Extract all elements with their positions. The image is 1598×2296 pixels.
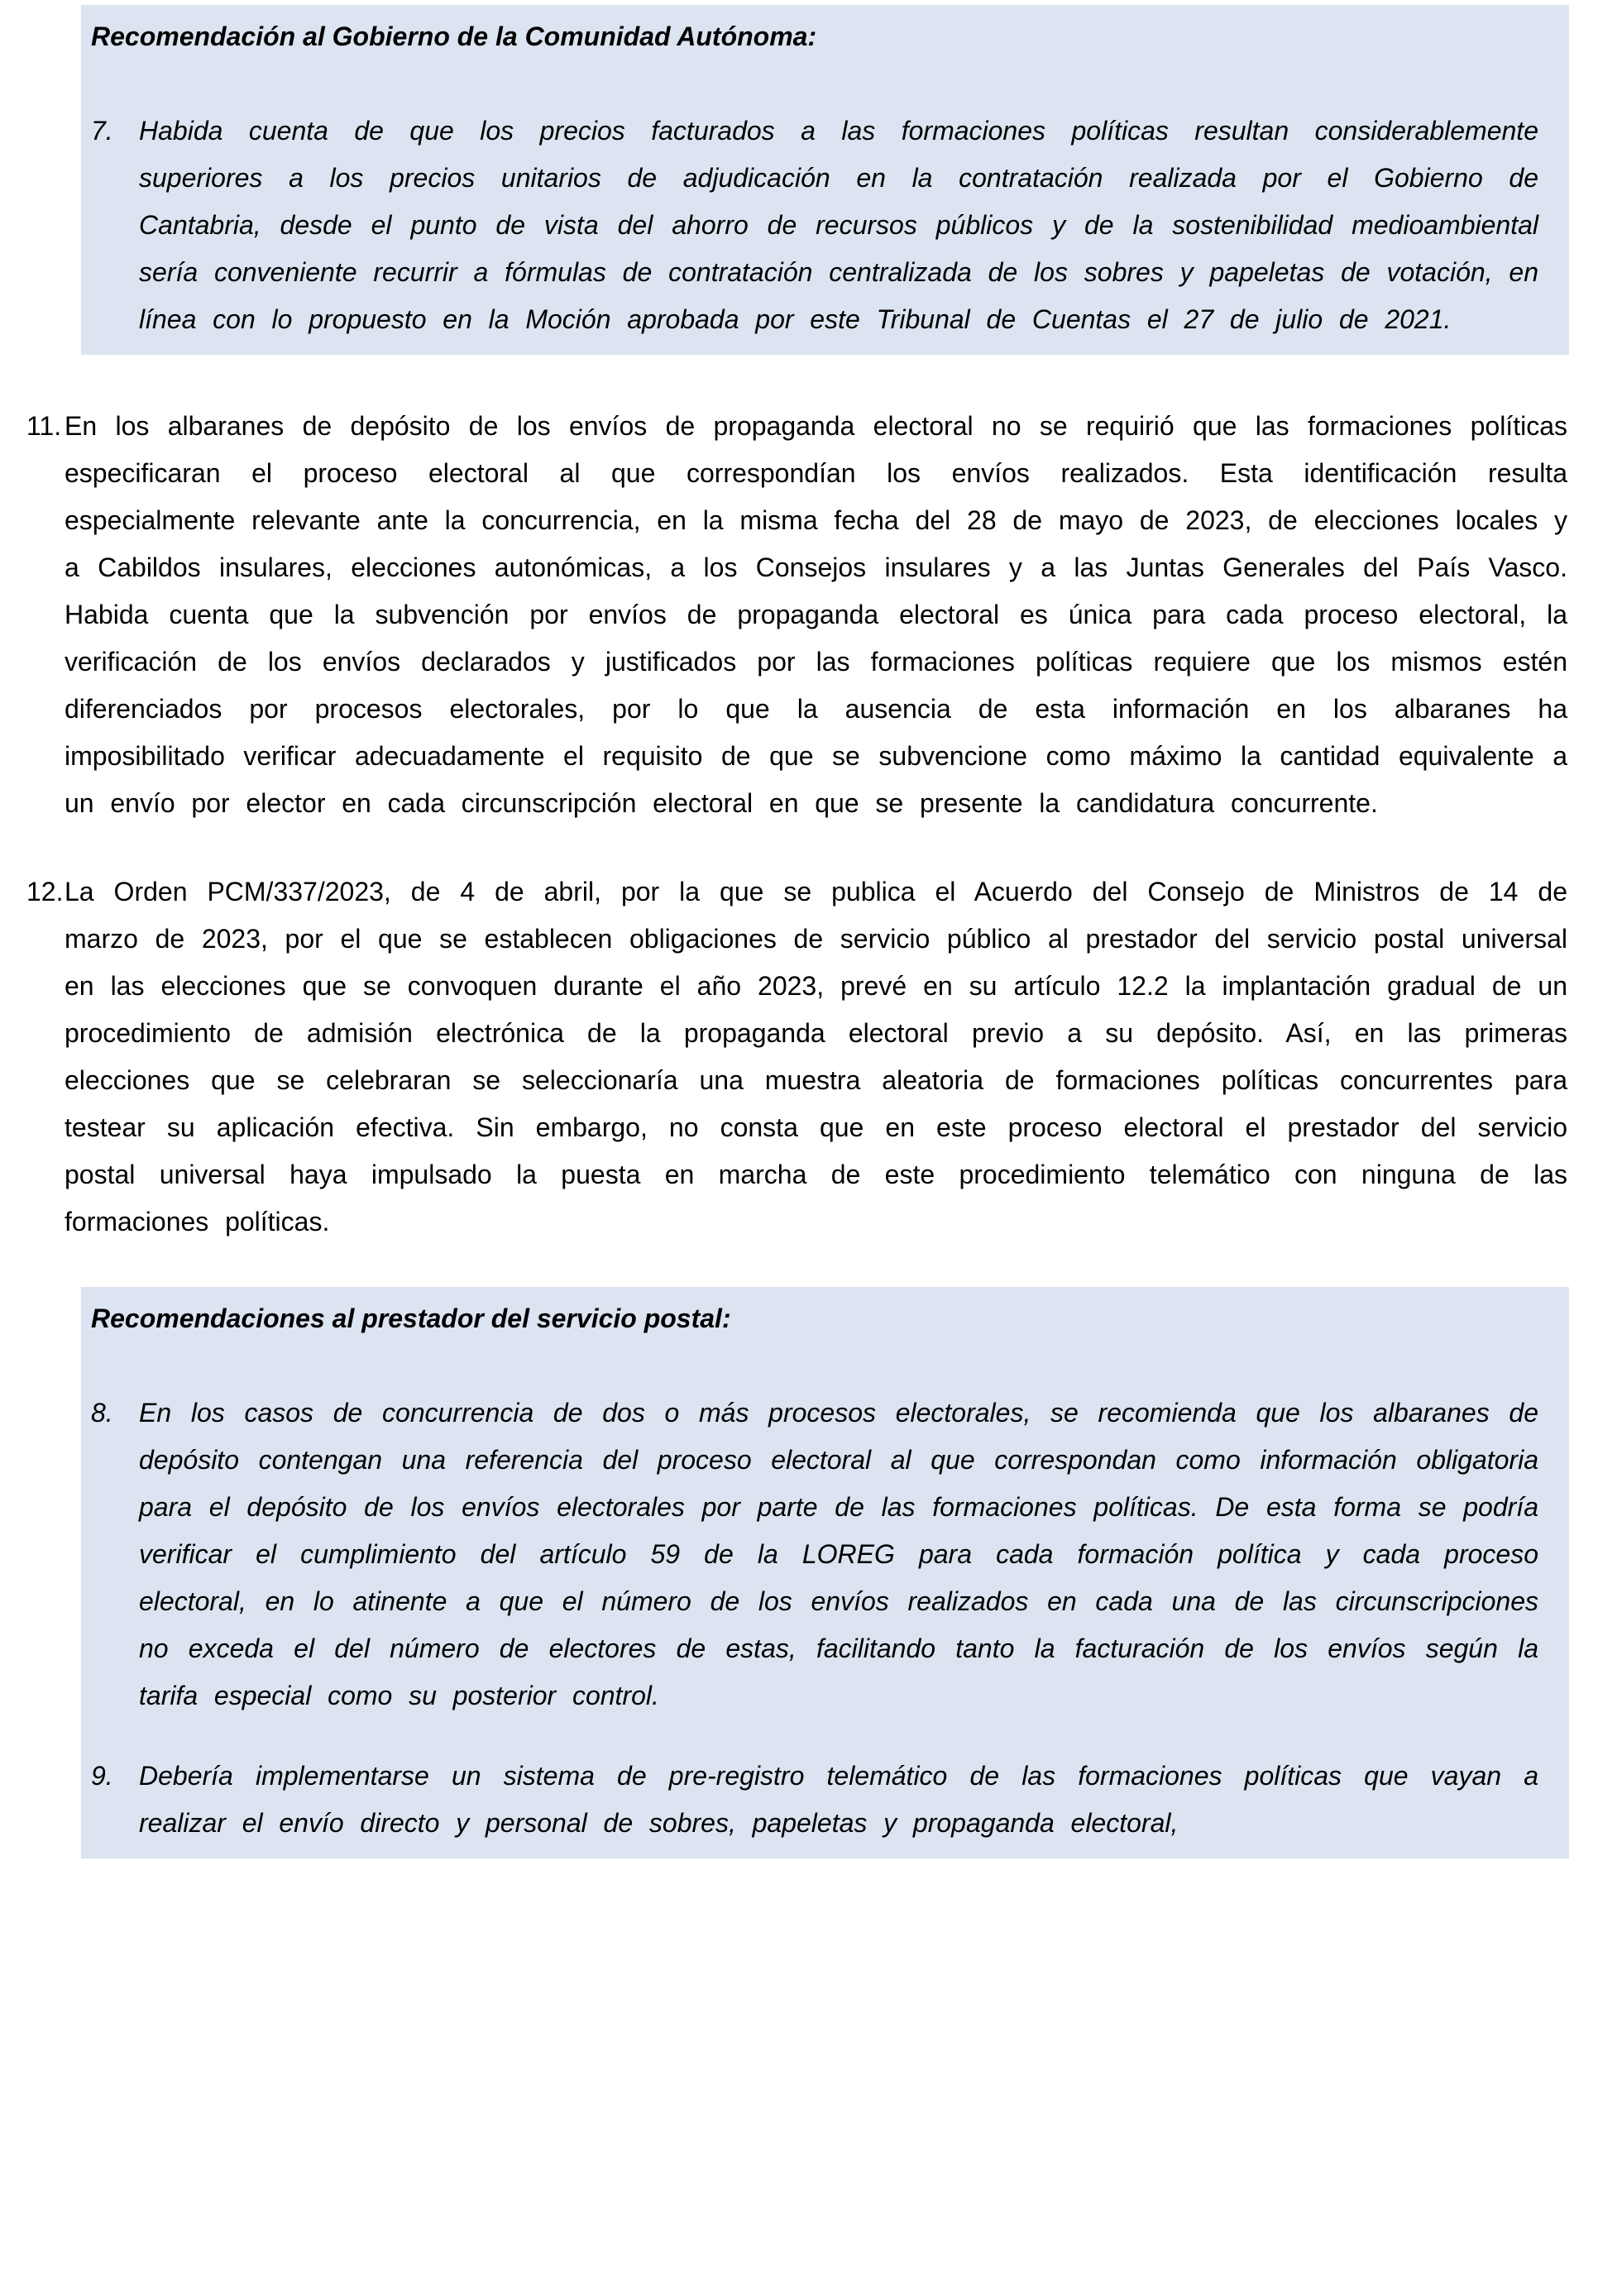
item-text-11: En los albaranes de depósito de los envíos de propaganda electoral no se requirió que las formaciones políticas especificaran el proceso electoral al que correspondían los envíos realizados. Esta identificación resulta especialmente relevante ante la concurrencia, en la misma fecha del 28 de mayo de 2023, de elecciones locales y a Cabildos insulares, elecciones autonómicas, a los Consejos insulares y a las Juntas Generales del País Vasco. Habida cuenta que la subvención por envíos de propaganda electoral es única para cada proceso electoral, la verificación de los envíos declarados y justificados por las formaciones políticas requiere que los mismos estén diferenciados por procesos electorales, por lo que la ausencia de esta información en los albaranes ha imposibilitado verificar adecuadamente el requisito de que se subvencione como máximo la cantidad equivalente a un envío por elector en cada circunscripción electoral en que se presente la candidatura concurrente.	[65, 411, 1567, 818]
numbered-item-8	[91, 1390, 1538, 1720]
item-text-7: Habida cuenta de que los precios facturados a las formaciones políticas resultan considerablemente superiores a los precios unitarios de adjudicación en la contratación realizada por el Gobierno de Cantabria, desde el punto de vista del ahorro de recursos públicos y de la sostenibilidad medioambiental sería conveniente recurrir a fórmulas de contratación centralizada de los sobres y papeletas de votación, en línea con lo propuesto en la Moción aprobada por este Tribunal de Cuentas el 27 de julio de 2021.	[139, 116, 1538, 334]
item-number-11: 11.	[26, 411, 62, 441]
numbered-item-9	[91, 1753, 1538, 1847]
numbered-item-7	[91, 108, 1538, 343]
item-text-9: Debería implementarse un sistema de pre-registro telemático de las formaciones políticas que vayan a realizar el envío directo y personal de sobres, papeletas y propaganda electoral,	[139, 1761, 1538, 1838]
numbered-item-12	[26, 868, 1567, 1246]
section-heading-government: Recomendación al Gobierno de la Comunidad Autónoma:	[91, 22, 817, 51]
recommendation-box-postal	[81, 1287, 1569, 1858]
item-text-8: En los casos de concurrencia de dos o más procesos electorales, se recomienda que los albaranes de depósito contengan una referencia del proceso electoral al que correspondan como información obligatoria para el depósito de los envíos electorales por parte de las formaciones políticas. De esta forma se podría verificar el cumplimiento del artículo 59 de la LOREG para cada formación política y cada proceso electoral, en lo atinente a que el número de los envíos realizados en cada una de las circunscripciones no exceda el del número de electores de estas, facilitando tanto la facturación de los envíos según la tarifa especial como su posterior control.	[139, 1398, 1538, 1710]
item-text-12: La Orden PCM/337/2023, de 4 de abril, por la que se publica el Acuerdo del Consejo de Ministros de 14 de marzo de 2023, por el que se establecen obligaciones de servicio público al prestador del servicio postal universal en las elecciones que se convoquen durante el año 2023, prevé en su artículo 12.2 la implantación gradual de un procedimiento de admisión electrónica de la propaganda electoral previo a su depósito. Así, en las primeras elecciones que se celebraran se seleccionaría una muestra aleatoria de formaciones políticas concurrentes para testear su aplicación efectiva. Sin embargo, no consta que en este proceso electoral el prestador del servicio postal universal haya impulsado la puesta en marcha de este procedimiento telemático con ninguna de las formaciones políticas.	[65, 877, 1567, 1236]
item-number-9: 9.	[91, 1761, 113, 1791]
item-number-12: 12.	[26, 877, 64, 906]
recommendation-box-government	[81, 5, 1569, 355]
item-number-8: 8.	[91, 1398, 113, 1428]
section-heading-postal: Recomendaciones al prestador del servicio postal:	[91, 1303, 731, 1333]
item-number-7: 7.	[91, 116, 113, 146]
numbered-item-11	[26, 403, 1567, 827]
